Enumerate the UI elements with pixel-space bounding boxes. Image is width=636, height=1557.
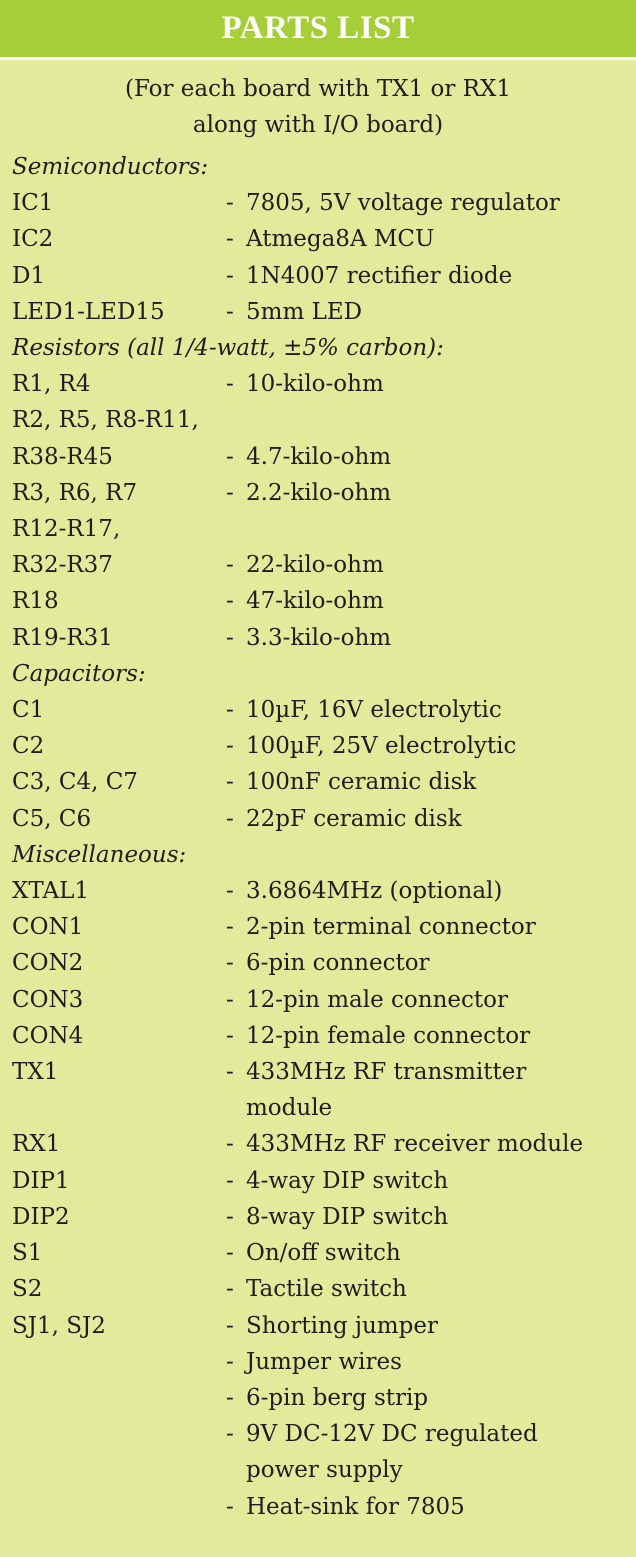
part-row (12, 221, 636, 257)
section-heading: Capacitors: (12, 660, 146, 687)
separator-dash: - (226, 1167, 234, 1194)
part-reference: R12-R17, (12, 516, 121, 543)
part-reference: CON2 (12, 950, 84, 977)
part-row (12, 1054, 636, 1090)
separator-dash: - (226, 1384, 234, 1411)
section-heading: Resistors (all 1/4-watt, ±5% carbon): (12, 335, 444, 362)
part-row (12, 366, 636, 402)
part-reference: R3, R6, R7 (12, 479, 138, 506)
part-row (12, 620, 636, 656)
part-reference (12, 1090, 226, 1126)
part-reference: C2 (12, 733, 45, 760)
part-description: 4-way DIP switch (246, 1167, 449, 1194)
part-row (12, 909, 636, 945)
part-reference: CON3 (12, 986, 84, 1013)
part-description: 3.3-kilo-ohm (246, 624, 392, 651)
separator-dash: - (226, 552, 234, 579)
separator-dash: - (226, 697, 234, 724)
part-row (12, 547, 636, 583)
part-reference: R1, R4 (12, 371, 91, 398)
subtitle-line-2: along with I/O board) (192, 112, 444, 138)
separator-dash: - (226, 624, 234, 651)
separator-dash (226, 402, 246, 438)
part-reference (12, 1489, 226, 1525)
part-row (12, 511, 636, 547)
part-row (12, 1416, 636, 1452)
part-row (12, 692, 636, 728)
part-description: 12-pin female connector (246, 1022, 531, 1049)
part-reference: C3, C4, C7 (12, 769, 138, 796)
part-reference (12, 1452, 226, 1488)
part-description: 7805, 5V voltage regulator (246, 190, 560, 217)
part-reference: R32-R37 (12, 552, 113, 579)
part-reference: IC2 (12, 226, 54, 253)
part-row (12, 1308, 636, 1344)
parts-list-title: PARTS LIST (0, 0, 636, 60)
part-reference: C1 (12, 697, 45, 724)
subtitle-line-1: (For each board with TX1 or RX1 (124, 76, 511, 102)
part-row (12, 583, 636, 619)
part-description: Heat-sink for 7805 (246, 1493, 465, 1520)
part-reference: DIP1 (12, 1167, 70, 1194)
separator-dash (226, 1090, 246, 1126)
part-row (12, 185, 636, 221)
part-description: 47-kilo-ohm (246, 588, 384, 615)
separator-dash: - (226, 1276, 234, 1303)
separator-dash: - (226, 914, 234, 941)
part-reference: S2 (12, 1276, 43, 1303)
separator-dash: - (226, 805, 234, 832)
part-reference (12, 1380, 226, 1416)
part-description: 2-pin terminal connector (246, 914, 536, 941)
separator-dash (226, 511, 246, 547)
separator-dash: - (226, 986, 234, 1013)
separator-dash: - (226, 262, 234, 289)
part-row (12, 982, 636, 1018)
part-description: 4.7-kilo-ohm (246, 443, 392, 470)
part-reference: R19-R31 (12, 624, 113, 651)
separator-dash: - (226, 769, 234, 796)
part-row (12, 1380, 636, 1416)
section-heading: Semiconductors: (12, 154, 209, 180)
part-description: Shorting jumper (246, 1312, 438, 1339)
part-description: power supply (246, 1457, 403, 1484)
part-reference: SJ1, SJ2 (12, 1312, 106, 1339)
part-description: On/off switch (246, 1240, 401, 1267)
part-reference: RX1 (12, 1131, 61, 1158)
part-description: Tactile switch (246, 1276, 407, 1303)
part-reference: CON1 (12, 914, 84, 941)
separator-dash: - (226, 950, 234, 977)
part-description: 6-pin connector (246, 950, 430, 977)
part-description: 22pF ceramic disk (246, 805, 462, 832)
part-description: 2.2-kilo-ohm (246, 479, 392, 506)
part-description: 12-pin male connector (246, 986, 508, 1013)
separator-dash: - (226, 298, 234, 325)
separator-dash: - (226, 1203, 234, 1230)
separator-dash: - (226, 1131, 234, 1158)
part-row (12, 945, 636, 981)
part-description: 100nF ceramic disk (246, 769, 477, 796)
part-reference: TX1 (12, 1059, 59, 1086)
part-reference: D1 (12, 262, 46, 289)
part-description: 22-kilo-ohm (246, 552, 384, 579)
part-description: module (246, 1095, 333, 1122)
part-description: 100µF, 25V electrolytic (246, 733, 517, 760)
separator-dash: - (226, 1348, 234, 1375)
section-heading: Miscellaneous: (12, 841, 187, 868)
subtitle (0, 71, 636, 143)
separator-dash: - (226, 371, 234, 398)
part-row (12, 1199, 636, 1235)
part-reference (12, 1344, 226, 1380)
separator-dash (226, 1452, 246, 1488)
part-row (12, 258, 636, 294)
part-description: 10-kilo-ohm (246, 371, 384, 398)
part-row (12, 873, 636, 909)
part-row (12, 728, 636, 764)
part-row (12, 1126, 636, 1162)
part-row (12, 1090, 636, 1126)
part-reference: XTAL1 (12, 878, 89, 905)
part-row (12, 439, 636, 475)
part-description: 433MHz RF transmitter (246, 1059, 527, 1086)
part-reference: C5, C6 (12, 805, 92, 832)
part-reference: R2, R5, R8-R11, (12, 407, 199, 434)
part-row (12, 1163, 636, 1199)
part-description: 10µF, 16V electrolytic (246, 697, 502, 724)
part-row (12, 294, 636, 330)
separator-dash: - (226, 1059, 234, 1086)
separator-dash: - (226, 443, 234, 470)
part-row (12, 475, 636, 511)
part-description: 433MHz RF receiver module (246, 1131, 584, 1158)
part-row (12, 402, 636, 438)
part-reference (12, 1416, 226, 1452)
part-row (12, 1344, 636, 1380)
separator-dash: - (226, 479, 234, 506)
separator-dash: - (226, 878, 234, 905)
part-row (12, 1018, 636, 1054)
separator-dash: - (226, 588, 234, 615)
part-reference: LED1-LED15 (12, 298, 165, 325)
part-description: 9V DC-12V DC regulated (246, 1421, 538, 1448)
separator-dash: - (226, 733, 234, 760)
part-description: 6-pin berg strip (246, 1384, 429, 1411)
separator-dash: - (226, 1240, 234, 1267)
separator-dash: - (226, 1421, 234, 1448)
part-description: 8-way DIP switch (246, 1203, 449, 1230)
part-description: Jumper wires (246, 1348, 402, 1375)
part-description: 1N4007 rectifier diode (246, 262, 513, 289)
part-row (12, 1452, 636, 1488)
part-row (12, 801, 636, 837)
part-row (12, 1235, 636, 1271)
separator-dash: - (226, 1312, 234, 1339)
separator-dash: - (226, 190, 234, 217)
separator-dash: - (226, 1022, 234, 1049)
separator-dash: - (226, 1493, 234, 1520)
part-row (12, 1271, 636, 1307)
separator-dash: - (226, 226, 234, 253)
part-reference: CON4 (12, 1022, 84, 1049)
part-reference: R18 (12, 588, 59, 615)
part-description: 5mm LED (246, 298, 363, 325)
parts-table (0, 149, 636, 1525)
part-reference: R38-R45 (12, 443, 113, 470)
part-reference: S1 (12, 1240, 43, 1267)
part-reference: DIP2 (12, 1203, 70, 1230)
part-reference: IC1 (12, 190, 54, 217)
part-description: 3.6864MHz (optional) (246, 878, 503, 905)
part-description: Atmega8A MCU (246, 226, 435, 253)
part-row (12, 764, 636, 800)
part-row (12, 1489, 636, 1525)
